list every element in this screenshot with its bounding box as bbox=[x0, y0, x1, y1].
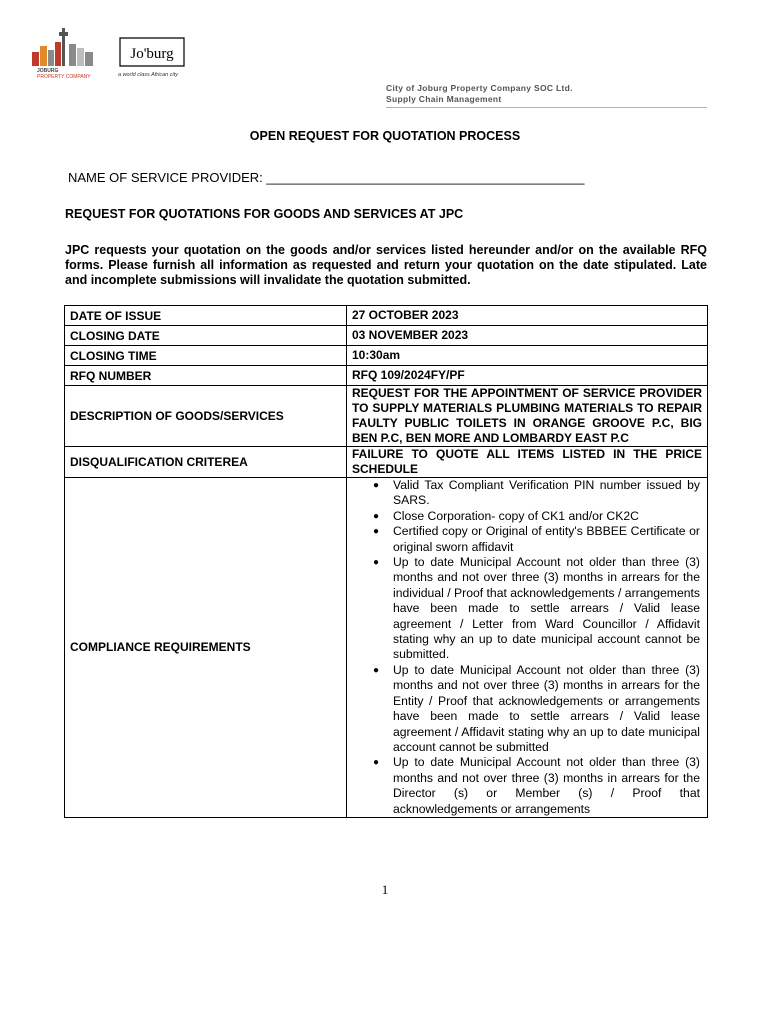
rfq-details-table bbox=[64, 305, 708, 818]
jpc-logo-text: JOBURG PROPERTY COMPANY bbox=[37, 68, 91, 80]
request-title: REQUEST FOR QUOTATIONS FOR GOODS AND SERVICES AT JPC bbox=[65, 207, 464, 221]
table-row bbox=[65, 306, 708, 326]
row-label: DATE OF ISSUE bbox=[65, 306, 347, 326]
header-text bbox=[386, 83, 573, 105]
table-row bbox=[65, 447, 708, 478]
row-value: RFQ 109/2024FY/PF bbox=[347, 366, 708, 386]
row-value: 27 OCTOBER 2023 bbox=[347, 306, 708, 326]
list-item: ● Up to date Municipal Account not older than three (3) months and not over three (3) months in arrears for the individual / Proof that acknowledgements / arrangements have been made to settle arrears / Valid lease agreement / Letter from Ward Councillor / Affidavit stating why an up to date municipal account cannot be submitted. bbox=[373, 555, 700, 662]
row-label: COMPLIANCE REQUIREMENTS bbox=[65, 478, 347, 818]
row-value: 10:30am bbox=[347, 346, 708, 366]
row-label: RFQ NUMBER bbox=[65, 366, 347, 386]
bullet-icon: ● bbox=[373, 526, 380, 538]
compliance-list bbox=[347, 478, 700, 817]
compliance-list-cell bbox=[347, 478, 708, 818]
bullet-icon: ● bbox=[373, 480, 380, 491]
bullet-icon: ● bbox=[373, 664, 380, 676]
header-divider bbox=[386, 107, 707, 108]
header-company: City of Joburg Property Company SOC Ltd. bbox=[386, 83, 573, 93]
table-row bbox=[65, 326, 708, 346]
intro-paragraph: JPC requests your quotation on the goods and/or services listed hereunder and/or on the available RFQ forms. Please furnish all information as requested and return your quotation on the date stipulated. Late and incomplete submissions will invalidate the quotation submitted. bbox=[65, 243, 707, 287]
joburg-tagline: a world class African city bbox=[118, 72, 179, 78]
list-item: ● Close Corporation- copy of CK1 and/or CK2C bbox=[373, 508, 639, 523]
row-label: CLOSING TIME bbox=[65, 346, 347, 366]
bullet-icon: ● bbox=[373, 510, 380, 522]
bullet-icon: ● bbox=[373, 757, 380, 769]
page-title: OPEN REQUEST FOR QUOTATION PROCESS bbox=[249, 129, 521, 143]
page-number: 1 bbox=[381, 882, 389, 897]
table-row bbox=[65, 346, 708, 366]
list-item: ● Certified copy or Original of entity's BBBEE Certificate or original sworn affidavit bbox=[373, 524, 700, 554]
row-value: 03 NOVEMBER 2023 bbox=[347, 326, 708, 346]
list-item: ● Up to date Municipal Account not older than three (3) months and not over three (3) months in arrears for the Director (s) or Member (s) / Proof that acknowledgements or arrangements bbox=[373, 755, 700, 816]
list-item: ● Valid Tax Compliant Verification PIN number issued by SARS. bbox=[373, 478, 700, 508]
table-row bbox=[65, 366, 708, 386]
row-label: DISQUALIFICATION CRITEREA bbox=[65, 447, 347, 478]
row-label: DESCRIPTION OF GOODS/SERVICES bbox=[65, 386, 347, 447]
row-value: FAILURE TO QUOTE ALL ITEMS LISTED IN THE PRICE SCHEDULE bbox=[347, 447, 708, 478]
table-row bbox=[65, 386, 708, 447]
service-provider-line: NAME OF SERVICE PROVIDER: ____________________________________________ bbox=[68, 170, 585, 185]
table-row bbox=[65, 478, 708, 818]
row-value: REQUEST FOR THE APPOINTMENT OF SERVICE PROVIDER TO SUPPLY MATERIALS PLUMBING MATERIALS TO REPAIR FAULTY PUBLIC TOILETS IN ORANGE GROOVE P.C, BIG BEN P.C, BEN MORE AND LOMBARDY EAST P.C bbox=[347, 386, 708, 447]
header-department: Supply Chain Management bbox=[386, 94, 502, 104]
list-item: ● Up to date Municipal Account not older than three (3) months and not over three (3) months in arrears for the Entity / Proof that acknowledgements or arrangements have been made to settle arrears / Valid lease agreement / Affidavit stating why an up to date municipal account cannot be submitted bbox=[373, 662, 700, 754]
bullet-icon: ● bbox=[373, 557, 380, 569]
row-label: CLOSING DATE bbox=[65, 326, 347, 346]
joburg-wordmark: Jo'burg bbox=[130, 46, 174, 62]
joburg-logo bbox=[116, 36, 188, 70]
